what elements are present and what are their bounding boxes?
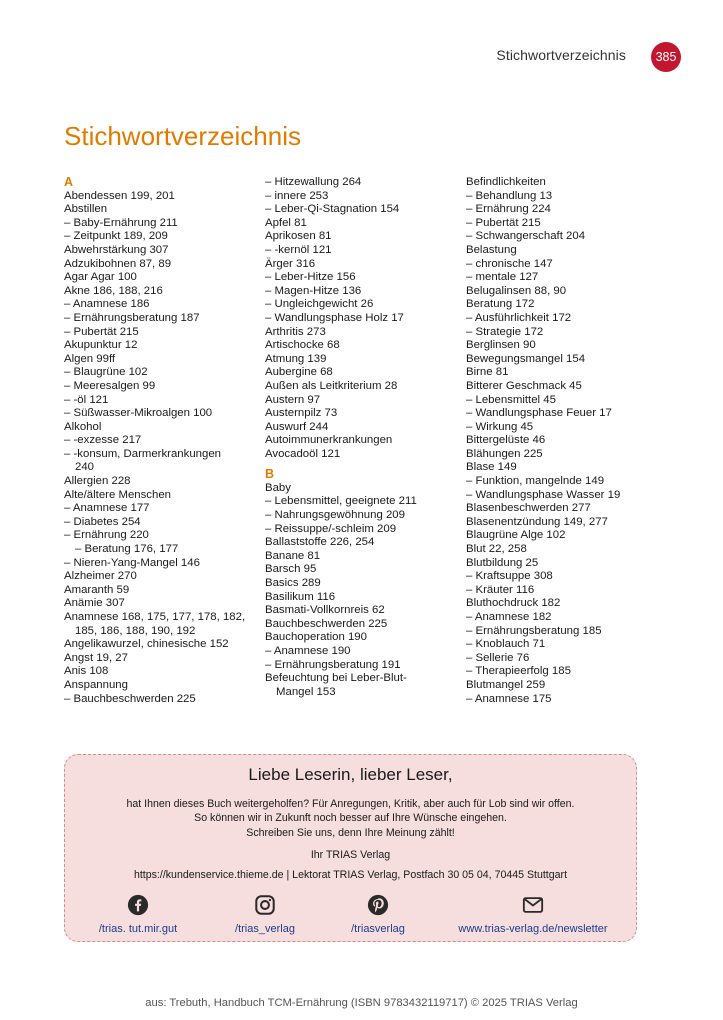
index-entry: – Ernährungsberatung 185 [466, 624, 602, 637]
index-entry: Basmati-Vollkornreis 62 [265, 604, 385, 617]
index-entry: Allergien 228 [64, 475, 131, 488]
index-entry: – -konsum, Darmerkrankungen [64, 447, 222, 460]
index-entry: Artischocke 68 [265, 339, 340, 352]
index-entry: – Pubertät 215 [64, 325, 139, 338]
index-entry: – Meeresalgen 99 [64, 379, 156, 392]
index-entry: – Baby-Ernährung 211 [64, 216, 178, 229]
index-entry: – Anamnese 186 [64, 298, 150, 311]
index-entry: Angst 19, 27 [64, 651, 128, 664]
index-entry: – Anamnese 175 [466, 692, 552, 705]
index-entry: Adzukibohnen 87, 89 [64, 257, 172, 270]
index-entry: Blähungen 225 [466, 447, 543, 460]
pinterest-icon [367, 894, 389, 916]
index-entry: Agar Agar 100 [64, 271, 137, 284]
index-entry: Birne 81 [466, 366, 509, 379]
index-entry: Mangel 153 [276, 685, 336, 698]
index-entry: Basilikum 116 [265, 590, 336, 603]
index-entry: – Kraftsuppe 308 [466, 570, 553, 583]
index-entry: – Wandlungsphase Feuer 17 [466, 407, 612, 420]
index-entry: Ärger 316 [265, 257, 316, 270]
index-entry: Blasenentzündung 149, 277 [466, 515, 608, 528]
index-entry: Avocadoöl 121 [265, 447, 341, 460]
index-entry: Alte/ältere Menschen [64, 488, 172, 501]
newsletter-label[interactable]: www.trias-verlag.de/newsletter [458, 923, 608, 935]
page-number-badge: 385 [651, 42, 681, 72]
index-entry: Bauchbeschwerden 225 [265, 617, 388, 630]
index-entry: Amaranth 59 [64, 583, 130, 596]
index-entry: – Ernährungsberatung 187 [64, 311, 200, 324]
index-entry: Berglinsen 90 [466, 339, 536, 352]
feedback-signature: Ihr TRIAS Verlag [310, 849, 391, 861]
source-footer: aus: Trebuth, Handbuch TCM-Ernährung (ISBN 9783432119717) © 2025 TRIAS Verlag [145, 997, 578, 1009]
index-entry: – Funktion, mangelnde 149 [466, 475, 605, 488]
instagram-label[interactable]: /trias_verlag [235, 923, 295, 935]
index-entry: – -exzesse 217 [64, 434, 142, 447]
feedback-line: So können wir in Zukunft noch besser auf Ihre Wünsche eingehen. [194, 812, 507, 825]
index-entry: Autoimmunerkrankungen [265, 434, 393, 447]
index-entry: – Diabetes 254 [64, 515, 141, 528]
feedback-title: Liebe Leserin, lieber Leser, [248, 765, 453, 784]
pinterest-label[interactable]: /triasverlag [351, 923, 405, 935]
index-entry: – Magen-Hitze 136 [265, 284, 362, 297]
index-entry: – Ungleichgewicht 26 [265, 298, 374, 311]
mail-icon [522, 894, 544, 916]
index-entry: Akupunktur 12 [64, 339, 138, 352]
index-entry: Ballaststoffe 226, 254 [265, 536, 375, 549]
index-entry: Akne 186, 188, 216 [64, 284, 163, 297]
index-column-3 [466, 176, 661, 706]
index-entry: – Süßwasser-Mikroalgen 100 [64, 407, 213, 420]
index-entry: Aubergine 68 [265, 366, 333, 379]
index-entry: Blutbildung 25 [466, 556, 539, 569]
index-entry: Arthritis 273 [265, 325, 326, 338]
index-column-2 [265, 176, 460, 699]
index-entry: – Blaugrüne 102 [64, 366, 148, 379]
index-letter-heading: A [64, 175, 74, 189]
index-entry: – Wandlungsphase Wasser 19 [466, 488, 621, 501]
index-entry: – Behandlung 13 [466, 189, 553, 202]
index-entry: – Reissuppe/-schleim 209 [265, 522, 397, 535]
index-entry: Außen als Leitkriterium 28 [265, 379, 398, 392]
index-entry: – Strategie 172 [466, 325, 544, 338]
index-entry: – Leber-Hitze 156 [265, 271, 356, 284]
index-entry: – Lebensmittel, geeignete 211 [265, 495, 417, 508]
index-entry: Alzheimer 270 [64, 570, 137, 583]
index-entry: Aprikosen 81 [265, 230, 332, 243]
index-entry: Befindlichkeiten [466, 176, 546, 188]
index-entry: Beratung 172 [466, 298, 535, 311]
index-entry: – Bauchbeschwerden 225 [64, 692, 196, 705]
index-entry: Barsch 95 [265, 563, 317, 576]
index-column-1 [64, 176, 259, 706]
index-entry: Bewegungsmangel 154 [466, 352, 586, 365]
index-entry: Abendessen 199, 201 [64, 189, 175, 202]
index-entry: – mentale 127 [466, 271, 539, 284]
index-entry: – Wirkung 45 [466, 420, 534, 433]
index-entry: Blut 22, 258 [466, 543, 527, 556]
index-entry: Blaugrüne Alge 102 [466, 529, 566, 542]
facebook-label[interactable]: /trias. tut.mir.gut [98, 923, 178, 935]
instagram-icon [254, 894, 276, 916]
index-letter-heading: B [265, 467, 275, 482]
index-entry: Alkohol [64, 420, 102, 433]
index-entry: – Anamnese 177 [64, 502, 150, 515]
index-entry: Belugalinsen 88, 90 [466, 284, 567, 297]
instagram-link[interactable] [220, 894, 310, 937]
index-entry: Bauchoperation 190 [265, 631, 367, 644]
index-entry: – Sellerie 76 [466, 651, 530, 664]
index-entry: – Ernährung 220 [64, 529, 149, 542]
index-entry: – Ernährung 224 [466, 203, 551, 216]
index-entry: Atmung 139 [265, 352, 327, 365]
index-entry: – Leber-Qi-Stagnation 154 [265, 203, 400, 216]
index-entry: – Anamnese 182 [466, 611, 552, 623]
index-entry: – Anamnese 190 [265, 644, 351, 657]
index-entry: Bluthochdruck 182 [466, 597, 561, 610]
index-entry: Banane 81 [265, 549, 321, 562]
index-entry: Austernpilz 73 [265, 407, 338, 420]
index-entry: Basics 289 [265, 577, 321, 590]
index-entry: – Wandlungsphase Holz 17 [265, 311, 404, 324]
index-entry: – Ausführlichkeit 172 [466, 311, 572, 324]
index-entry: 240 [75, 461, 95, 474]
index-entry: – Therapieerfolg 185 [466, 665, 571, 678]
index-entry: Anämie 307 [64, 597, 125, 610]
facebook-icon [127, 894, 149, 916]
index-entry: Belastung [466, 243, 517, 256]
index-entry: – Lebensmittel 45 [466, 393, 556, 406]
index-entry: – Ernährungsberatung 191 [265, 658, 401, 671]
feedback-line: hat Ihnen dieses Buch weitergeholfen? Für Anregungen, Kritik, aber auch für Lob sind wir offen. [126, 798, 575, 810]
index-entry: Anspannung [64, 678, 128, 691]
index-entry: Blase 149 [466, 461, 517, 474]
index-entry: – innere 253 [265, 189, 329, 202]
index-entry: Baby [265, 481, 291, 494]
facebook-link[interactable] [93, 894, 183, 937]
feedback-line: Schreiben Sie uns, denn Ihre Meinung zählt! [246, 826, 455, 839]
page-title: Stichwortverzeichnis [64, 121, 301, 151]
index-entry: Anis 108 [64, 665, 109, 678]
index-entry: – -kernöl 121 [265, 243, 332, 256]
index-entry: – Schwangerschaft 204 [466, 230, 586, 243]
pinterest-link[interactable] [333, 894, 423, 937]
index-entry: Apfel 81 [265, 216, 307, 229]
index-entry: Befeuchtung bei Leber-Blut- [265, 672, 407, 685]
index-spacer [265, 461, 460, 468]
index-entry: – Knoblauch 71 [466, 638, 546, 651]
index-entry: Blasenbeschwerden 277 [466, 502, 591, 515]
index-entry: – Nieren-Yang-Mangel 146 [64, 556, 200, 569]
index-entry: Angelikawurzel, chinesische 152 [64, 638, 229, 651]
reader-feedback-box [64, 754, 637, 942]
index-entry: – Zeitpunkt 189, 209 [64, 230, 168, 243]
index-entry: – Nahrungsgewöhnung 209 [265, 509, 405, 522]
index-entry: 185, 186, 188, 190, 192 [75, 624, 196, 637]
index-entry: – Beratung 176, 177 [75, 543, 179, 556]
index-entry: Algen 99ff [64, 352, 116, 365]
index-entry: Bitterer Geschmack 45 [466, 379, 582, 392]
index-entry: Abstillen [64, 203, 108, 216]
index-entry: Austern 97 [265, 393, 321, 406]
index-entry: – -öl 121 [64, 393, 109, 406]
newsletter-link[interactable] [453, 894, 613, 937]
index-entry: Anamnese 168, 175, 177, 178, 182, [64, 611, 246, 623]
index-entry: – Hitzewallung 264 [265, 176, 362, 188]
index-entry: – chronische 147 [466, 257, 553, 270]
feedback-address: https://kundenservice.thieme.de | Lektorat TRIAS Verlag, Postfach 30 05 04, 70445 Stuttgart [133, 869, 568, 881]
running-head: Stichwortverzeichnis [496, 47, 626, 63]
index-entry: Auswurf 244 [265, 420, 329, 433]
index-entry: – Kräuter 116 [466, 583, 535, 596]
index-entry: – Pubertät 215 [466, 216, 541, 229]
index-entry: Bittergelüste 46 [466, 434, 546, 447]
index-entry: Blutmangel 259 [466, 678, 546, 691]
feedback-text [65, 797, 636, 840]
index-entry: Abwehrstärkung 307 [64, 243, 169, 256]
